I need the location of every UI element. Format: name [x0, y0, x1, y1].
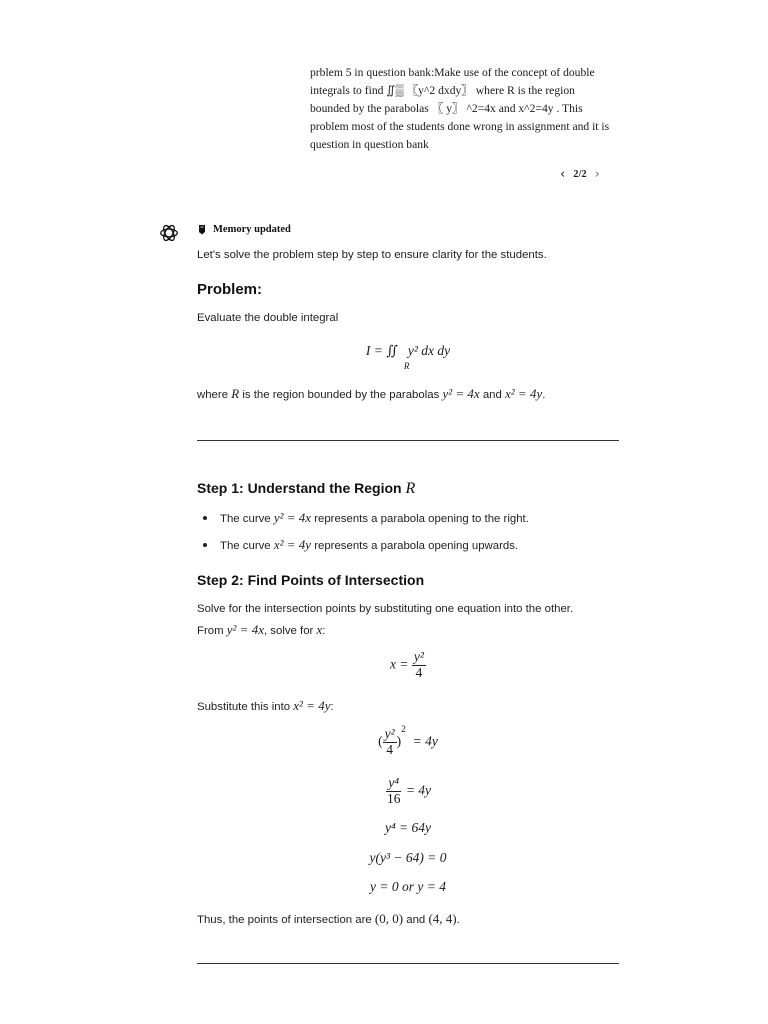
x-fraction-num: y² — [413, 649, 424, 664]
list-item-suffix: represents a parabola opening to the right. — [311, 513, 529, 525]
equation-d: y(y³ − 64) = 0 — [369, 850, 447, 865]
memory-updated-badge[interactable] — [197, 224, 291, 235]
eqA-exponent: 2 — [401, 724, 406, 735]
x-expression — [197, 650, 619, 681]
x-fraction-den: 4 — [415, 664, 423, 680]
memory-label: Memory updated — [213, 224, 291, 235]
section-divider — [197, 440, 619, 441]
from-var: x — [316, 622, 323, 637]
subst-end: : — [330, 701, 334, 713]
eqA-fraction — [383, 727, 397, 758]
where-end: . — [542, 389, 546, 401]
step1-heading-text: Step 1: Understand the Region — [197, 480, 406, 496]
where-mid: is the region bounded by the parabolas — [239, 389, 443, 401]
step1-heading — [197, 480, 619, 498]
where-and: and — [479, 389, 505, 401]
step2-from-line — [197, 620, 619, 641]
conclusion-line — [197, 909, 619, 930]
list-item-prefix: The curve — [220, 540, 274, 552]
conclusion-prefix: Thus, the points of intersection are — [197, 914, 375, 926]
subst-prefix: Substitute this into — [197, 701, 294, 713]
eqB-num: y⁴ — [388, 775, 400, 790]
equation-e: y = 0 or y = 4 — [370, 879, 446, 894]
user-message: prblem 5 in question bank:Make use of the concept of double integrals to find ∬▒ 〖y^2 dxdy〗 where R is the region bounded by the parabolas 〖 y〗 ^2=4x and x^2=4y . This problem most of the students done wrong in assignment and it is question in question bank — [310, 66, 610, 151]
step1-heading-var: R — [405, 480, 416, 497]
section-divider — [197, 963, 619, 964]
step2-intro: Solve for the intersection points by substituting one equation into the other. — [197, 603, 574, 615]
chevron-right-icon[interactable]: › — [594, 166, 600, 182]
list-item-equation: y² = 4x — [273, 510, 312, 525]
substitute-line — [197, 696, 619, 717]
from-equation: y² = 4x — [226, 622, 264, 637]
intersection-point-1: (0, 0) — [374, 911, 404, 926]
eqB-rhs: = 4y — [405, 782, 432, 798]
intro-text: Let's solve the problem step by step to ensure clarity for the students. — [197, 249, 547, 261]
equation-parabola-1: y² = 4x — [442, 386, 480, 401]
where-prefix: where — [197, 389, 232, 401]
list-item — [197, 532, 619, 559]
eqA-rhs: = 4y — [412, 733, 438, 749]
step1-list — [197, 505, 619, 559]
conclusion-end: . — [456, 914, 460, 926]
chevron-left-icon[interactable]: ‹ — [560, 166, 566, 182]
region-var: R — [231, 386, 240, 401]
eqB-fraction — [385, 776, 403, 807]
intersection-point-2: (4, 4) — [428, 911, 457, 926]
equation-c: y⁴ = 64y — [384, 820, 432, 835]
list-item — [197, 505, 619, 532]
from-end: : — [322, 625, 326, 637]
integral-expression — [197, 343, 619, 371]
x-lhs: x = — [390, 656, 409, 672]
from-suffix: , solve for — [263, 625, 317, 637]
subst-equation: x² = 4y — [293, 698, 331, 713]
eqB-den: 16 — [386, 790, 401, 806]
equation-b — [197, 776, 619, 807]
assistant-avatar-icon — [158, 222, 180, 244]
problem-heading: Problem: — [197, 281, 263, 298]
list-item-suffix: represents a parabola opening upwards. — [311, 540, 519, 552]
equation-parabola-2: x² = 4y — [505, 386, 543, 401]
conclusion-and: and — [403, 914, 429, 926]
from-prefix: From — [197, 625, 227, 637]
list-item-equation: x² = 4y — [273, 537, 312, 552]
response-count: 2/2 — [573, 168, 587, 180]
eqA-den: 4 — [386, 741, 394, 757]
list-item-prefix: The curve — [220, 513, 274, 525]
memory-icon — [197, 224, 207, 235]
region-description — [197, 384, 619, 405]
response-pager — [560, 165, 600, 183]
eqA-num: y² — [384, 726, 395, 741]
equation-a: ( $\frac{\text{y²}}{4}$ )$^2$ = 4y — [378, 724, 438, 757]
integral-region-sub: R — [403, 361, 410, 371]
integrand: y² dx dy — [407, 343, 451, 358]
step2-heading: Step 2: Find Points of Intersection — [197, 572, 425, 588]
integral-lhs: I = ∬ — [365, 343, 398, 358]
x-fraction — [412, 650, 426, 681]
problem-text: Evaluate the double integral — [197, 312, 339, 324]
